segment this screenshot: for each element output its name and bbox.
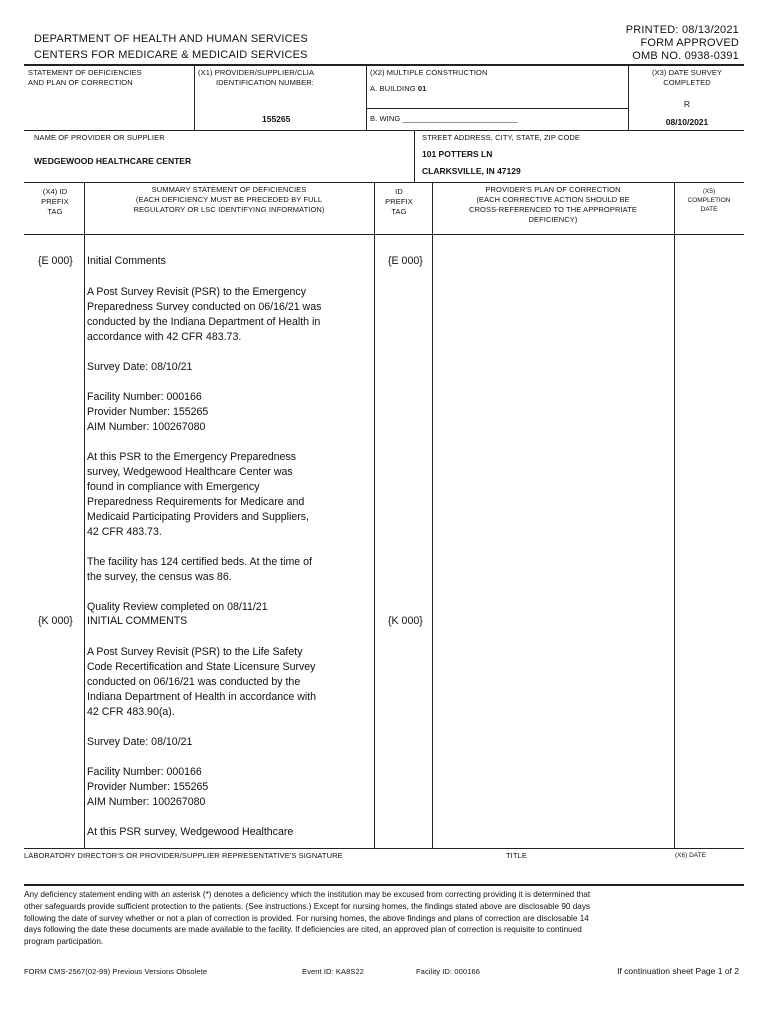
city-state-zip: CLARKSVILLE, IN 47129	[422, 166, 521, 176]
k000-comments	[87, 614, 372, 840]
k000-facility-info: Facility Number: 000166 Provider Number: 155265 AIM Number: 100267080	[87, 766, 209, 808]
e000-paragraph-2: At this PSR to the Emergency Preparedness survey, Wedgewood Healthcare Center was found in compliance with Emergency Preparedness Requirements for Medicare and Medicaid Participating Providers and Suppliers, 42 CFR 483.73.	[87, 451, 309, 538]
printed-date: PRINTED: 08/13/2021	[625, 24, 739, 36]
street-address-label: STREET ADDRESS, CITY, STATE, ZIP CODE	[422, 133, 581, 142]
k000-tag-left: {K 000}	[38, 615, 73, 627]
x1-provider-id-label: (X1) PROVIDER/SUPPLIER/CLIA IDENTIFICATION NUMBER:	[198, 68, 315, 87]
plan-of-correction-header: PROVIDER'S PLAN OF CORRECTION (EACH CORRECTIVE ACTION SHOULD BE CROSS-REFERENCED TO THE APPROPRIATE DEFICIENCY)	[469, 185, 637, 224]
x2-multiple-construction-label: (X2) MULTIPLE CONSTRUCTION	[370, 68, 488, 77]
department-line-2: CENTERS FOR MEDICARE & MEDICAID SERVICES	[34, 49, 308, 61]
provider-name: WEDGEWOOD HEALTHCARE CENTER	[34, 156, 192, 166]
e000-tag-right: {E 000}	[388, 255, 423, 267]
wing-field: B. WING ___________________________	[370, 114, 518, 123]
form-number: FORM CMS-2567(02-99) Previous Versions Obsolete	[24, 967, 208, 976]
k000-paragraph-1: A Post Survey Revisit (PSR) to the Life Safety Code Recertification and State Licensure Survey conducted on 06/16/21 was conducted by the Indiana Department of Health in accordance with 42 CFR 483.90(a).	[87, 646, 317, 718]
k000-tag-right: {K 000}	[388, 615, 423, 627]
x3-date-survey-label: (X3) DATE SURVEY COMPLETED	[651, 68, 723, 87]
street-address: 101 POTTERS LN	[422, 149, 493, 159]
department-line-1: DEPARTMENT OF HEALTH AND HUMAN SERVICES	[34, 33, 308, 45]
facility-id: Facility ID: 000166	[416, 967, 481, 976]
e000-comments	[87, 254, 372, 615]
title-label: TITLE	[506, 851, 527, 860]
x5-completion-date-header: (X5) COMPLETION DATE	[687, 188, 731, 213]
continuation-page: If continuation sheet Page 1 of 2	[617, 966, 739, 976]
e000-survey-date: Survey Date: 08/10/21	[87, 361, 193, 373]
k000-survey-date: Survey Date: 08/10/21	[87, 736, 193, 748]
director-signature-label: LABORATORY DIRECTOR'S OR PROVIDER/SUPPLIER REPRESENTATIVE'S SIGNATURE	[24, 851, 343, 860]
e000-tag-left: {E 000}	[38, 255, 73, 267]
disclaimer-text: Any deficiency statement ending with an asterisk (*) denotes a deficiency which the institution may be excused from correcting providing it is determined that other safeguards provide sufficient protection to the patients. (See instructions.) Except for nursing homes, the findings stated above are disclosable 90 days following the date of survey whether or not a plan of correction is provided. For nursing homes, the above findings and plans of correction are disclosable 14 days following the date these documents are made available to the facility. If deficiencies are cited, an approved plan of correction is requisite to continued program participation.	[24, 890, 591, 947]
provider-id-number: 155265	[262, 114, 291, 124]
e000-title: Initial Comments	[87, 255, 166, 267]
event-id: Event ID: KA8S22	[302, 967, 365, 976]
survey-completed-date: 08/10/2021	[665, 117, 709, 127]
survey-type-r: R	[683, 99, 691, 109]
summary-statement-header: SUMMARY STATEMENT OF DEFICIENCIES (EACH DEFICIENCY MUST BE PRECEDED BY FULL REGULATORY OR LSC IDENTIFYING INFORMATION)	[133, 185, 325, 214]
provider-name-label: NAME OF PROVIDER OR SUPPLIER	[34, 133, 165, 142]
k000-title: INITIAL COMMENTS	[87, 615, 188, 627]
omb-number: OMB NO. 0938-0391	[632, 50, 739, 62]
e000-paragraph-3: The facility has 124 certified beds. At the time of the survey, the census was 86.	[87, 556, 312, 583]
form-approved: FORM APPROVED	[640, 37, 739, 49]
x6-date-label: (X6) DATE	[675, 852, 706, 859]
e000-paragraph-1: A Post Survey Revisit (PSR) to the Emergency Preparedness Survey conducted on 06/16/21 was conducted by the Indiana Department of Health in accordance with 42 CFR 483.73.	[87, 286, 322, 343]
k000-paragraph-2: At this PSR survey, Wedgewood Healthcare	[87, 826, 294, 838]
x4-id-prefix-tag-header: (X4) ID PREFIX TAG	[41, 187, 69, 216]
form-info	[519, 24, 739, 63]
statement-of-deficiencies-label: STATEMENT OF DEFICIENCIES AND PLAN OF CORRECTION	[28, 68, 142, 87]
e000-facility-info: Facility Number: 000166 Provider Number: 155265 AIM Number: 100267080	[87, 391, 209, 433]
e000-quality-review: Quality Review completed on 08/11/21	[87, 601, 268, 613]
building-field: A. BUILDING 01	[370, 84, 427, 93]
id-prefix-tag-header: ID PREFIX TAG	[385, 187, 413, 216]
department-heading	[34, 33, 308, 62]
